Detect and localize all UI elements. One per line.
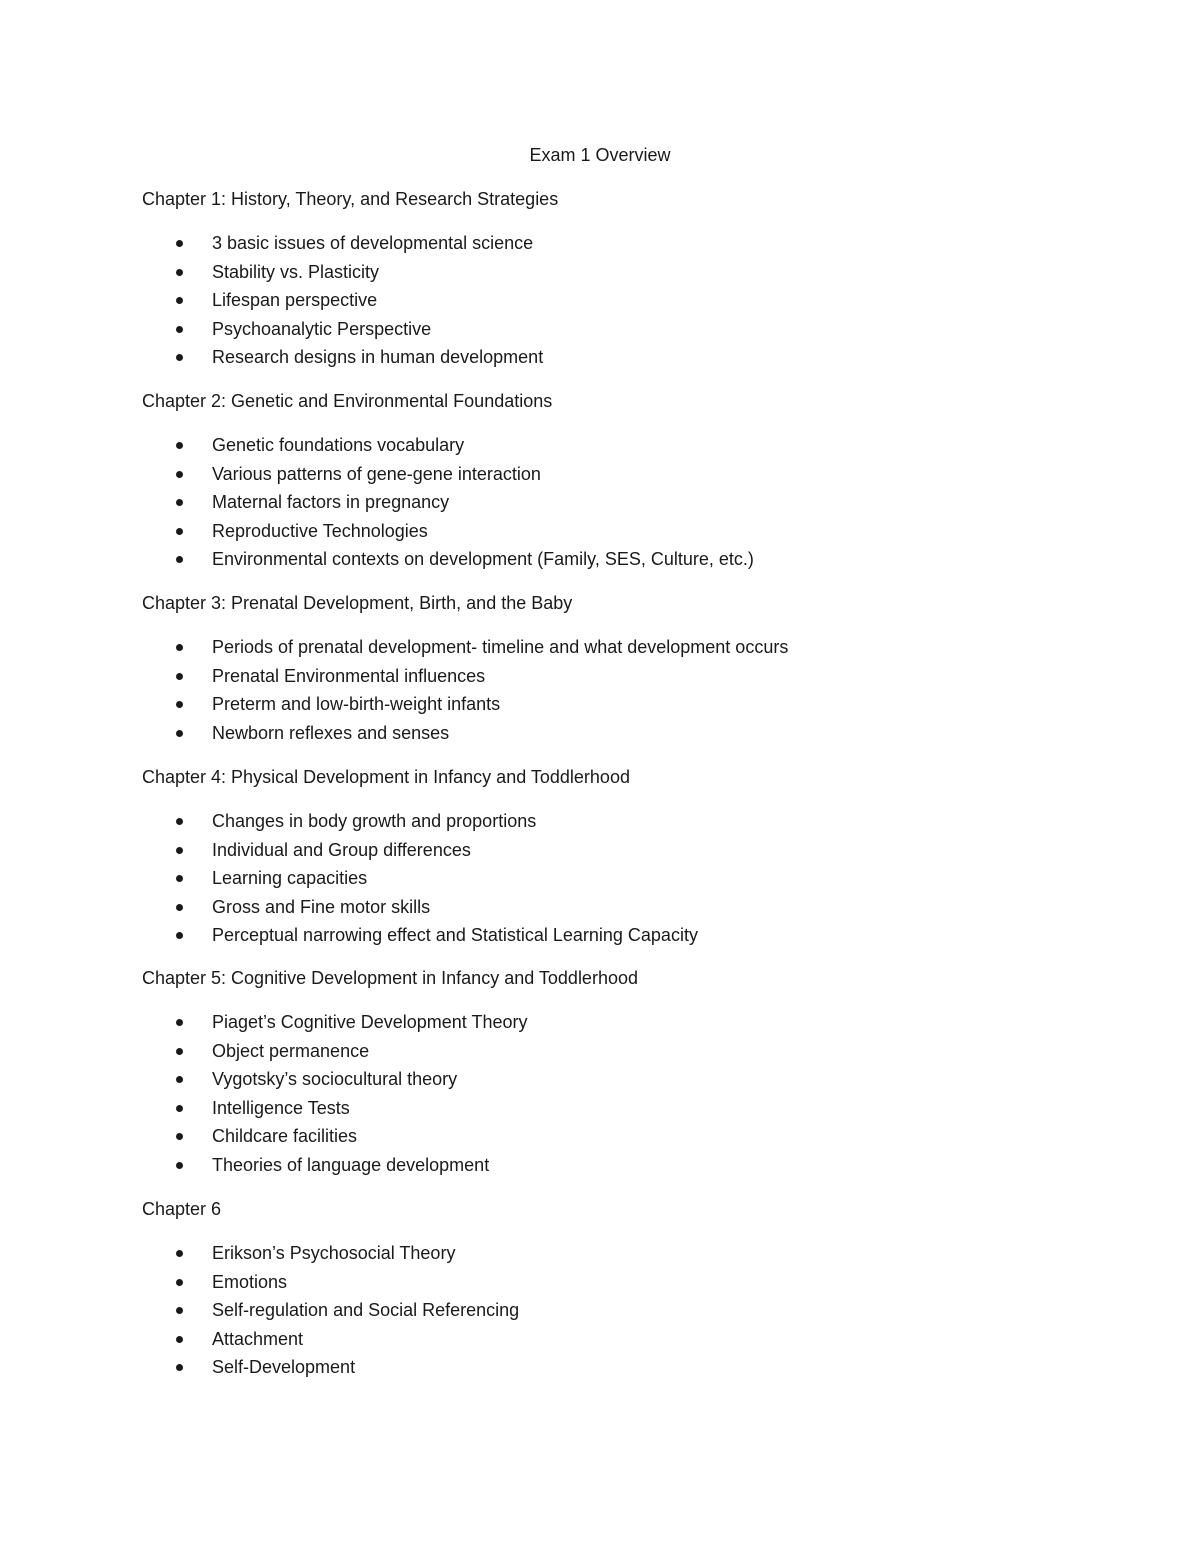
bullet-icon <box>176 701 183 708</box>
chapter-section-4 <box>142 765 1102 952</box>
list-item-text: Lifespan perspective <box>212 290 378 310</box>
list-item <box>142 866 1102 895</box>
list-item-text: Changes in body growth and proportions <box>212 811 537 831</box>
list-item-text: Intelligence Tests <box>212 1097 350 1118</box>
bullet-icon <box>176 1048 183 1055</box>
chapter-section-3 <box>142 591 1102 749</box>
bullet-icon <box>176 673 183 680</box>
list-item <box>142 1327 1102 1356</box>
bullet-icon <box>176 1364 183 1371</box>
chapter-heading: Chapter 4: Physical Development in Infancy and Toddlerhood <box>142 767 630 787</box>
bullet-icon <box>176 875 183 882</box>
list-item-text: Emotions <box>212 1271 288 1292</box>
list-item-text: Vygotsky’s sociocultural theory <box>212 1069 458 1089</box>
list-item <box>142 895 1102 924</box>
list-item-text: Psychoanalytic Perspective <box>212 318 432 339</box>
bullet-icon <box>176 1336 183 1343</box>
bullet-icon <box>176 354 183 361</box>
list-item <box>142 1355 1102 1384</box>
list-item <box>142 1010 1102 1039</box>
list-item <box>142 1298 1102 1327</box>
list-item-text: 3 basic issues of developmental science <box>212 233 534 253</box>
list-item <box>142 1270 1102 1299</box>
list-item <box>142 923 1102 952</box>
bullet-icon <box>176 904 183 911</box>
chapter-section-5 <box>142 966 1102 1181</box>
list-item-text: Research designs in human development <box>212 347 544 367</box>
bullet-icon <box>176 1162 183 1169</box>
bullet-icon <box>176 1019 183 1026</box>
bullet-icon <box>176 1133 183 1140</box>
list-item <box>142 1067 1102 1096</box>
list-item-text: Gross and Fine motor skills <box>212 896 431 917</box>
list-item-text: Various patterns of gene-gene interaction <box>212 463 541 484</box>
bullet-icon <box>176 326 183 333</box>
chapter-topic-list <box>142 635 1102 749</box>
bullet-icon <box>176 818 183 825</box>
bullet-icon <box>176 499 183 506</box>
list-item-text: Stability vs. Plasticity <box>212 261 380 282</box>
list-item <box>142 345 1102 374</box>
list-item <box>142 231 1102 260</box>
list-item-text: Newborn reflexes and senses <box>212 722 450 743</box>
bullet-icon <box>176 730 183 737</box>
chapter-section-6 <box>142 1197 1102 1384</box>
chapter-heading: Chapter 3: Prenatal Development, Birth, and the Baby <box>142 593 573 613</box>
list-item <box>142 1096 1102 1125</box>
list-item-text: Erikson’s Psychosocial Theory <box>212 1243 456 1263</box>
list-item <box>142 664 1102 693</box>
list-item <box>142 260 1102 289</box>
list-item-text: Prenatal Environmental influences <box>212 665 486 686</box>
bullet-icon <box>176 1279 183 1286</box>
chapter-topic-list <box>142 1010 1102 1181</box>
list-item-text: Periods of prenatal development- timeline and what development occurs <box>212 637 789 657</box>
bullet-icon <box>176 528 183 535</box>
list-item <box>142 1153 1102 1182</box>
list-item-text: Learning capacities <box>212 868 368 888</box>
bullet-icon <box>176 269 183 276</box>
list-item <box>142 1124 1102 1153</box>
list-item-text: Object permanence <box>212 1040 370 1061</box>
list-item <box>142 433 1102 462</box>
list-item-text: Genetic foundations vocabulary <box>212 435 465 455</box>
list-item <box>142 838 1102 867</box>
list-item <box>142 635 1102 664</box>
list-item-text: Environmental contexts on development (Family, SES, Culture, etc.) <box>212 549 754 569</box>
list-item-text: Perceptual narrowing effect and Statistical Learning Capacity <box>212 925 698 945</box>
bullet-icon <box>176 1105 183 1112</box>
bullet-icon <box>176 1307 183 1314</box>
list-item <box>142 519 1102 548</box>
list-item <box>142 547 1102 576</box>
list-item-text: Self-Development <box>212 1357 356 1377</box>
bullet-icon <box>176 847 183 854</box>
document-title: Exam 1 Overview <box>529 145 671 165</box>
list-item <box>142 317 1102 346</box>
chapter-topic-list <box>142 231 1102 374</box>
list-item-text: Theories of language development <box>212 1154 490 1175</box>
list-item-text: Piaget’s Cognitive Development Theory <box>212 1012 528 1032</box>
bullet-icon <box>176 1076 183 1083</box>
chapter-heading: Chapter 6 <box>142 1199 222 1219</box>
chapter-section-2 <box>142 389 1102 576</box>
list-item-text: Maternal factors in pregnancy <box>212 492 450 512</box>
list-item-text: Individual and Group differences <box>212 839 471 860</box>
list-item-text: Reproductive Technologies <box>212 520 428 541</box>
bullet-icon <box>176 644 183 651</box>
chapter-section-1 <box>142 187 1102 374</box>
list-item <box>142 490 1102 519</box>
bullet-icon <box>176 1250 183 1257</box>
chapter-topic-list <box>142 1241 1102 1384</box>
list-item <box>142 288 1102 317</box>
chapter-heading: Chapter 5: Cognitive Development in Infancy and Toddlerhood <box>142 968 638 988</box>
list-item <box>142 1241 1102 1270</box>
list-item-text: Preterm and low-birth-weight infants <box>212 694 501 714</box>
bullet-icon <box>176 471 183 478</box>
bullet-icon <box>176 556 183 563</box>
list-item-text: Self-regulation and Social Referencing <box>212 1300 520 1320</box>
list-item-text: Childcare facilities <box>212 1126 358 1146</box>
chapter-heading: Chapter 2: Genetic and Environmental Foundations <box>142 391 553 411</box>
bullet-icon <box>176 240 183 247</box>
list-item <box>142 462 1102 491</box>
bullet-icon <box>176 932 183 939</box>
chapter-heading: Chapter 1: History, Theory, and Research Strategies <box>142 189 559 209</box>
list-item <box>142 1039 1102 1068</box>
chapter-topic-list <box>142 433 1102 576</box>
list-item <box>142 692 1102 721</box>
list-item-text: Attachment <box>212 1328 304 1349</box>
bullet-icon <box>176 442 183 449</box>
bullet-icon <box>176 297 183 304</box>
chapter-topic-list <box>142 809 1102 952</box>
list-item <box>142 809 1102 838</box>
list-item <box>142 721 1102 750</box>
